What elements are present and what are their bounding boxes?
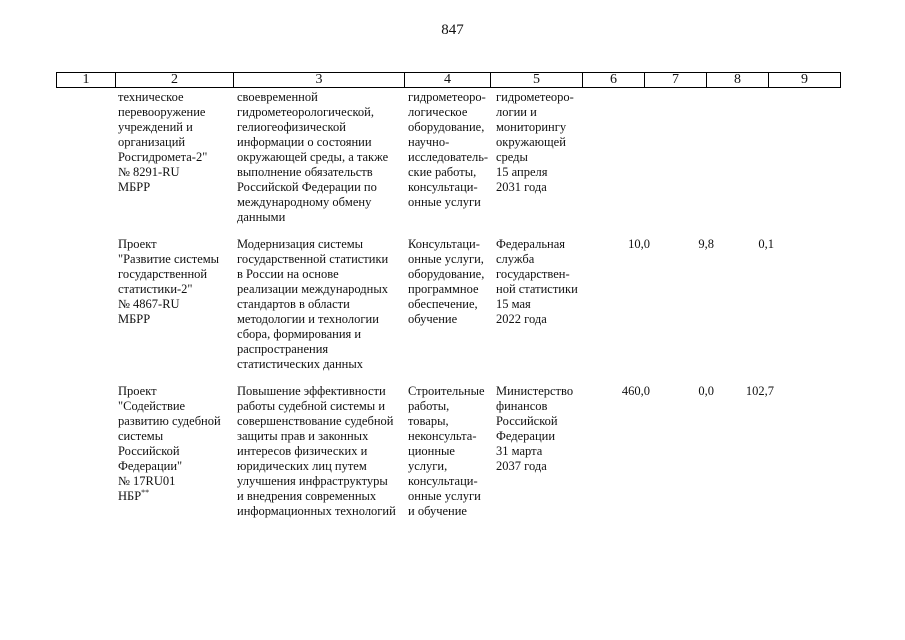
executor-deadline-cell: Министерство финансов Российской Федерации 31 марта 2037 года: [496, 384, 574, 473]
footnote-marker: **: [141, 487, 150, 497]
procurement-type-cell: гидрометеоро- логическое оборудование, научно- исследователь- ские работы, консультаци- онные услуги: [408, 90, 489, 209]
project-name-cell: техническое перевооружение учреждений и организаций Росгидромета-2" № 8291-RU МБРР: [118, 90, 208, 194]
column-header-4: 4: [405, 73, 491, 88]
procurement-type-cell: Строительные работы, товары, неконсульта- ционные услуги, консультаци- онные услуги и обучение: [408, 384, 485, 518]
column-number-header: [56, 72, 841, 88]
project-name-cell: [118, 384, 221, 504]
executor-deadline-cell: гидрометеоро- логии и мониторингу окружающей среды 15 апреля 2031 года: [496, 90, 574, 194]
amount-col8-cell: 102,7: [745, 384, 774, 398]
procurement-type-cell: Консультаци- онные услуги, оборудование, программное обеспечение, обучение: [408, 237, 485, 326]
page-number: 847: [441, 22, 464, 38]
column-header-1: 1: [57, 73, 116, 88]
amount-col8-cell: 0,1: [758, 237, 774, 251]
amount-col6-cell: 460,0: [621, 384, 650, 398]
column-header-6: 6: [583, 73, 645, 88]
project-goal-cell: Повышение эффективности работы судебной системы и совершенствование судебной защиты прав и законных интересов физических и юридических лиц путем улучшения инфраструктуры и внедрения современных информационных технологий: [237, 384, 396, 518]
project-goal-cell: своевременной гидрометеорологической, гелиогеофизической информации о состоянии окружающей среды, а также выполнение обязательств Российской Федерации по международному обмену данными: [237, 90, 389, 224]
executor-deadline-cell: Федеральная служба государствен- ной статистики 15 мая 2022 года: [496, 237, 578, 326]
column-header-8: 8: [707, 73, 769, 88]
column-header-2: 2: [116, 73, 234, 88]
amount-col7-cell: 0,0: [698, 384, 714, 398]
project-goal-cell: Модернизация системы государственной статистики в России на основе реализации международных стандартов в области методологии и технологии сбора, формирования и распространения статистических данных: [237, 237, 389, 371]
project-name-text: Проект "Содействие развитию судебной системы Российской Федерации" № 17RU01 НБР: [118, 384, 221, 503]
project-name-cell: Проект "Развитие системы государственной статистики-2" № 4867-RU МБРР: [118, 237, 220, 326]
amount-col6-cell: 10,0: [628, 237, 650, 251]
column-header-7: 7: [645, 73, 707, 88]
column-header-5: 5: [491, 73, 583, 88]
amount-col7-cell: 9,8: [698, 237, 714, 251]
column-header-3: 3: [234, 73, 405, 88]
column-header-9: 9: [769, 73, 841, 88]
